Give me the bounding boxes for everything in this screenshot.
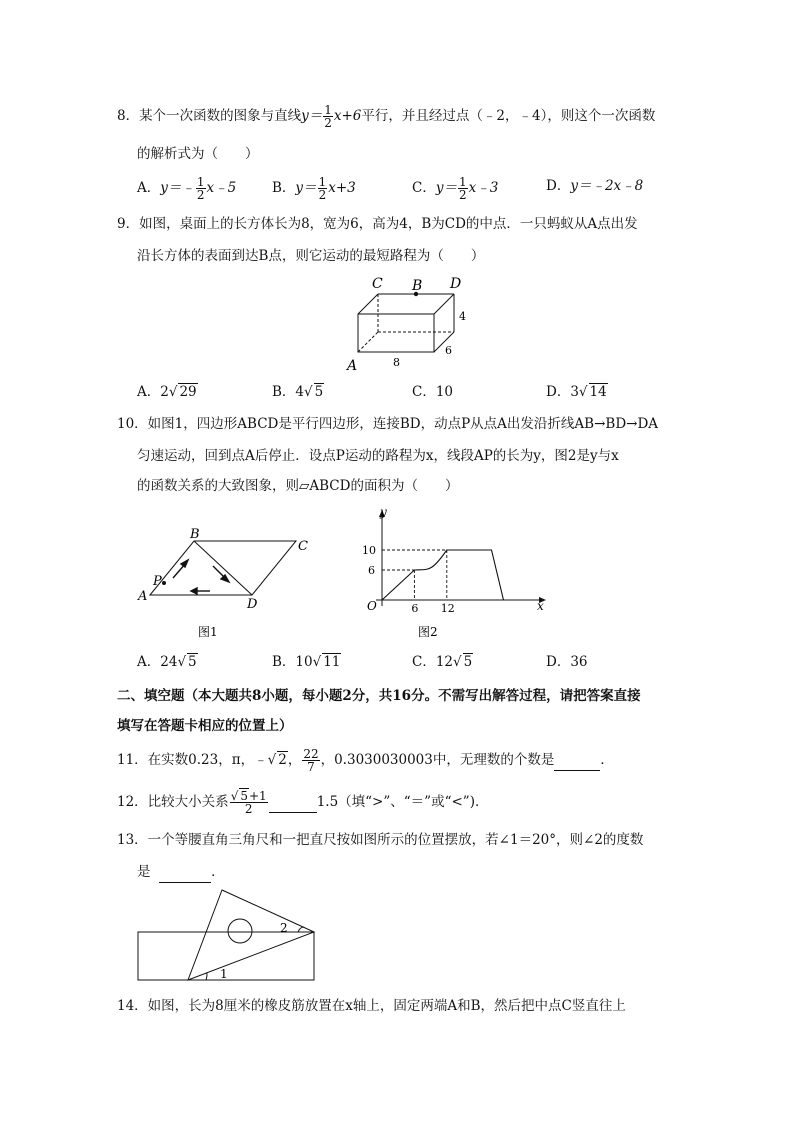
angle1-arc (206, 973, 207, 980)
q8-opt-c-post: x﹣3 (468, 180, 499, 196)
q10-opt-b-label: B． (272, 654, 296, 670)
q8-opt-b-pre: y＝ (295, 180, 317, 196)
q12-answer-blank[interactable] (269, 792, 317, 813)
q14-line1: 14．如图，长为8厘米的橡皮筋放置在x轴上，固定两端A和B，然后把中点C竖直往上 (117, 998, 626, 1014)
q9-opt-d-coef: 3 (570, 384, 579, 400)
q8-opt-b-label: B． (272, 180, 296, 196)
label-d: D (450, 276, 462, 292)
q8-opt-a-pre: y＝﹣ (160, 180, 195, 196)
q13-end: ． (211, 864, 225, 880)
q10-fig1-parallelogram (136, 528, 326, 646)
q8-opt-b-frac (318, 176, 328, 201)
q9-opt-b-label: B． (272, 384, 296, 400)
q9-opt-d-label: D． (546, 384, 571, 400)
q9-opt-d-sqrt: √ 14 (578, 384, 607, 400)
q12-text-b: 1.5（填“>”、“＝”或“<”)． (316, 794, 489, 810)
q10-opt-a-coef: 24 (160, 654, 178, 670)
box-edge (434, 294, 454, 314)
tick-label-y10: 10 (362, 544, 376, 557)
q10-option-b[interactable] (272, 652, 341, 672)
q9-opt-a-rad: 29 (179, 384, 197, 400)
label-a: A (138, 589, 148, 604)
q10-option-d[interactable]: D．36 (546, 654, 588, 670)
q10-opt-c-coef: 12 (435, 654, 454, 670)
q13-line1: 13．一个等腰直角三角尺和一把直尺按如图所示的位置摆放，若∠1＝20°，则∠2的度数 (117, 832, 644, 848)
q9-opt-d-rad: 14 (589, 384, 607, 400)
section2-heading-line1: 二、填空题（本大题共8小题，每小题2分，共16分。不需写出解答过程，请把答案直接 (117, 688, 641, 704)
q8-option-b[interactable] (272, 176, 356, 201)
section2-heading-line2: 填写在答题卡相应的位置上） (117, 718, 293, 734)
label-b: B (412, 278, 423, 294)
q8-option-c[interactable] (412, 176, 498, 201)
label-height: 4 (459, 310, 466, 323)
q13-answer-blank[interactable] (159, 862, 211, 883)
label-b: B (190, 528, 200, 542)
q8-opt-c-num: 1 (458, 175, 467, 189)
q11-text-b: ，0.3030030003中，无理数的个数是 (320, 752, 555, 768)
q8-x-plus: x+6 (333, 108, 362, 124)
q8-frac-den: 2 (324, 116, 332, 130)
label-c: C (298, 539, 308, 554)
angle2-arc (298, 927, 304, 932)
q10-fig2-graph (356, 506, 556, 646)
tick-label-y6: 6 (368, 564, 375, 577)
label-length: 8 (393, 356, 400, 369)
q8-text-b: 平行，并且经过点（﹣2，﹣4），则这个一次函数 (361, 108, 656, 124)
q12-line (117, 790, 488, 815)
q10-line1: 10．如图1，四边形ABCD是平行四边形，连接BD，动点P从点A出发沿折线AB→BD→DA (117, 416, 659, 432)
q8-y-eq: y＝ (301, 108, 323, 124)
q8-opt-b-post: x+3 (328, 180, 356, 196)
angle1-label: 1 (220, 967, 228, 981)
q8-opt-a-label: A． (137, 180, 161, 196)
q10-opt-b-coef: 10 (295, 654, 313, 670)
q8-option-a[interactable] (137, 176, 236, 201)
q8-opt-c-frac (458, 176, 468, 201)
q8-option-d[interactable] (546, 176, 643, 196)
q10-option-c[interactable] (412, 652, 473, 672)
q8-opt-b-num: 1 (318, 175, 327, 189)
q8-text-a: 某个一次函数的图象与直线 (139, 108, 302, 124)
q13-line2-pre: 是 (137, 864, 151, 880)
q10-line2: 匀速运动，回到点A后停止．设点P运动的路程为x，线段AP的长为y，图2是y与x (137, 448, 619, 464)
axis-label-y: y (380, 506, 387, 519)
q8-line2: 的解析式为（ ） (137, 146, 259, 162)
arrow-ab-head (181, 560, 188, 567)
q11-end: ． (600, 752, 614, 768)
q9-option-b[interactable] (272, 382, 324, 402)
q12-rad: 5 (240, 789, 248, 803)
q11-frac-num: 22 (303, 747, 319, 761)
q8-opt-b-den: 2 (318, 188, 327, 202)
q12-sqrt: √ 5 (230, 789, 248, 803)
q8-opt-a-den: 2 (196, 188, 205, 202)
q10-opt-b-rad: 11 (323, 654, 341, 670)
q9-box-figure (340, 272, 480, 378)
axis-label-x: x (537, 599, 544, 613)
q11-fraction (302, 748, 319, 773)
q9-option-c[interactable]: C．10 (412, 384, 454, 400)
q9-opt-b-sqrt: √ 5 (304, 384, 324, 400)
label-width: 6 (445, 344, 452, 357)
function-curve (382, 550, 504, 600)
q8-number: 8． (117, 108, 140, 124)
q13-ruler-triangle-figure (136, 884, 320, 984)
q12-num-post: +1 (248, 789, 267, 803)
q8-opt-a-frac (196, 176, 206, 201)
q11-line: 11．在实数0.23，π，﹣√ 2， $\frac{22}{7}$ ，0.3030030003中，无理数的个数是 ． (117, 747, 614, 774)
label-p: P (153, 574, 162, 589)
q10-opt-b-sqrt: √ 11 (312, 654, 341, 670)
q9-opt-b-rad: 5 (314, 384, 324, 400)
q11-rad: 2 (278, 752, 287, 768)
q8-opt-d-text: y＝﹣2x﹣8 (570, 178, 644, 194)
q8-fraction (323, 104, 333, 129)
q8-opt-c-den: 2 (458, 188, 467, 202)
origin-label: O (367, 599, 377, 613)
q10-opt-c-rad: 5 (463, 654, 473, 670)
box-front-face (358, 314, 434, 352)
q10-opt-a-sqrt: √ 5 (177, 654, 197, 670)
q9-option-a[interactable] (137, 382, 198, 402)
q9-line1: 9．如图，桌面上的长方体长为8，宽为6，高为4，B为CD的中点．一只蚂蚁从A点出发 (117, 216, 638, 232)
q10-option-a[interactable] (137, 652, 198, 672)
arrow-da-head (191, 588, 197, 594)
q10-line3: 的函数关系的大致图象，则▱ABCD的面积为（ ） (137, 478, 459, 494)
q11-sqrt: √ 2 (267, 752, 287, 768)
q12-text-a: 12．比较大小关系 (117, 794, 229, 810)
tick-label-x6: 6 (411, 602, 419, 615)
angle2-label: 2 (280, 921, 288, 935)
triangle-hole (228, 919, 252, 943)
q10-opt-c-sqrt: √ 5 (453, 654, 473, 670)
q11-answer-blank[interactable] (554, 750, 600, 771)
q11-frac-den: 7 (307, 760, 315, 774)
q8-opt-c-label: C． (412, 180, 436, 196)
label-c: C (372, 276, 383, 292)
q10-opt-a-rad: 5 (188, 654, 197, 670)
q8-opt-d-label: D． (546, 178, 571, 194)
q8-opt-a-num: 1 (196, 175, 205, 189)
q11-text-a: 11．在实数0.23，π，﹣ (117, 752, 268, 768)
q12-fraction (230, 790, 268, 815)
q13-line2 (137, 862, 225, 883)
q8-line1 (117, 104, 655, 129)
q9-opt-b-coef: 4 (295, 384, 305, 400)
label-d: D (247, 597, 258, 612)
q10-opt-c-label: C． (412, 654, 436, 670)
fig2-caption: 图2 (418, 625, 438, 639)
fig1-caption: 图1 (198, 625, 218, 639)
box-edge (358, 294, 378, 314)
q9-opt-a-coef: 2 (160, 384, 169, 400)
q12-frac-den: 2 (244, 802, 253, 816)
q9-line2: 沿长方体的表面到达B点，则它运动的最短路程为（ ） (137, 248, 485, 264)
tick-label-x12: 12 (440, 602, 455, 615)
q8-frac-num: 1 (324, 103, 332, 117)
box-hidden-edge (358, 332, 378, 352)
q8-opt-a-post: x﹣5 (206, 180, 237, 196)
diagonal-bd (194, 541, 252, 595)
q10-opt-a-label: A． (137, 654, 161, 670)
q9-option-d[interactable] (546, 382, 608, 402)
q9-opt-a-label: A． (137, 384, 161, 400)
point-p (162, 581, 166, 585)
q8-opt-c-pre: y＝ (435, 180, 457, 196)
q9-opt-a-sqrt: √ 29 (168, 384, 197, 400)
label-a: A (347, 358, 358, 374)
